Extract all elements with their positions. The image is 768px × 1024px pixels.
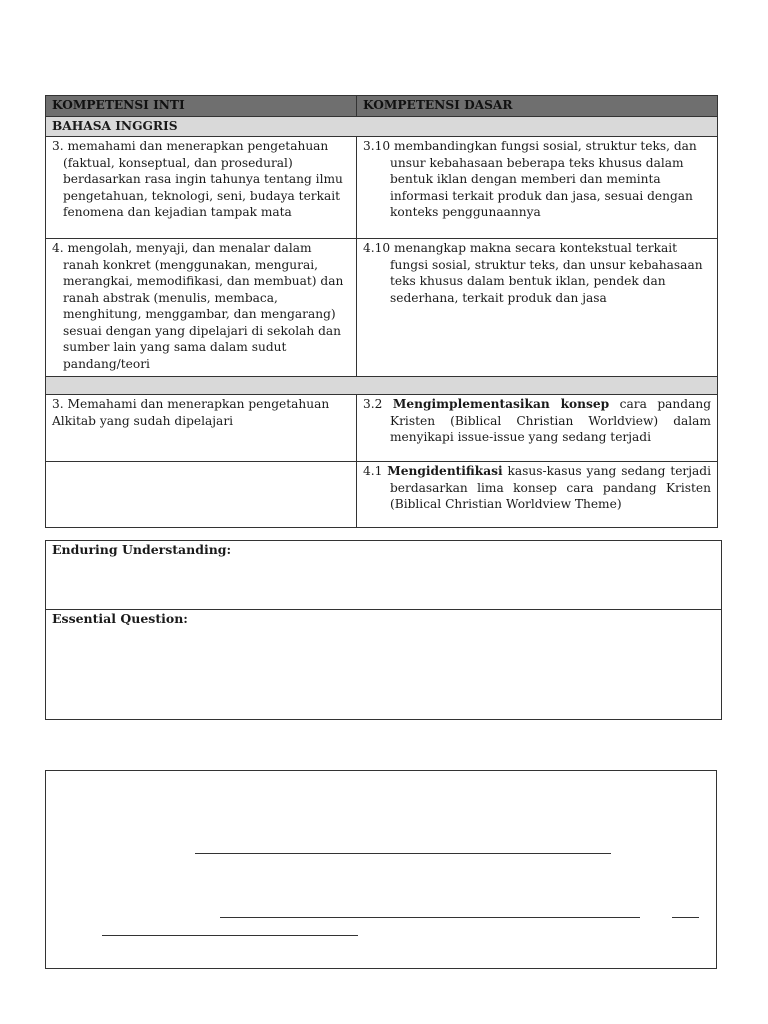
kd-cell (357, 239, 718, 377)
essential-question-section (46, 610, 721, 627)
understanding-box (45, 540, 722, 720)
kd-cell (357, 137, 718, 239)
kd-text: 3.10 membandingkan fungsi sosial, struktur teks, dan unsur kebahasaan beberapa teks khusus dalam bentuk iklan dengan memberi dan meminta informasi terkait produk dan jasa, sesuai dengan konteks penggunaannya (363, 139, 697, 219)
ki-text: 4. mengolah, menyaji, dan menalar dalam ranah konkret (menggunakan, mengurai, merangkai, memodifikasi, dan membuat) dan ranah abstrak (menulis, membaca, menghitung, menggambar, dan mengarang) sesuai dengan yang dipelajari di sekolah dan sumber lain yang sama dalam sudut pandang/teori (52, 241, 344, 371)
blank-line[interactable] (220, 917, 640, 918)
ki-cell (46, 239, 357, 377)
ki-cell (46, 137, 357, 239)
table-row (46, 137, 718, 239)
essential-question-label: Essential Question: (52, 611, 188, 626)
kd-keyword: Mengimplementasikan konsep (392, 397, 610, 411)
kd-keyword: Mengidentifikasi (387, 464, 503, 478)
table-row (46, 395, 718, 462)
ki-text: 3. memahami dan menerapkan pengetahuan (faktual, konseptual, dan prosedural) berdasarkan rasa ingin tahunya tentang ilmu pengetahuan, teknologi, seni, budaya terkait fenomena dan kejadian tampak mata (52, 139, 343, 219)
kd-text (363, 396, 711, 446)
separator-row (46, 377, 718, 395)
subject-label: BAHASA INGGRIS (46, 116, 718, 137)
kd-cell (357, 395, 718, 462)
kd-description: kasus-kasus yang sedang terjadi berdasarkan lima konsep cara pandang Kristen (Biblical Christian Worldview Theme) (390, 464, 711, 511)
enduring-understanding-section (46, 541, 721, 610)
enduring-understanding-label: Enduring Understanding: (52, 542, 232, 557)
table-row (46, 462, 718, 528)
blank-line[interactable] (102, 935, 358, 936)
kd-text: 4.10 menangkap makna secara kontekstual terkait fungsi sosial, struktur teks, dan unsur kebahasaan teks khusus dalam bentuk iklan, pendek dan sederhana, terkait produk dan jasa (363, 241, 703, 305)
blank-line[interactable] (195, 853, 611, 854)
ki-cell (46, 395, 357, 462)
blank-line[interactable] (672, 917, 699, 918)
ki-text: 3. Memahami dan menerapkan pengetahuan Alkitab yang sudah dipelajari (52, 397, 330, 428)
kd-description: cara pandang Kristen (Biblical Christian Worldview) dalam menyikapi issue-issue yang sedang terjadi (390, 397, 712, 444)
kd-cell (357, 462, 718, 528)
subject-row (46, 116, 718, 137)
competency-table (45, 95, 718, 528)
table-row (46, 239, 718, 377)
kd-number: 3.2 (363, 397, 383, 411)
ki-cell (46, 462, 357, 528)
kd-text (363, 463, 711, 513)
header-kompetensi-inti: KOMPETENSI INTI (46, 96, 357, 117)
blank-form-box (45, 770, 717, 969)
header-kompetensi-dasar: KOMPETENSI DASAR (357, 96, 718, 117)
kd-number: 4.1 (363, 464, 383, 478)
table-header-row (46, 96, 718, 117)
